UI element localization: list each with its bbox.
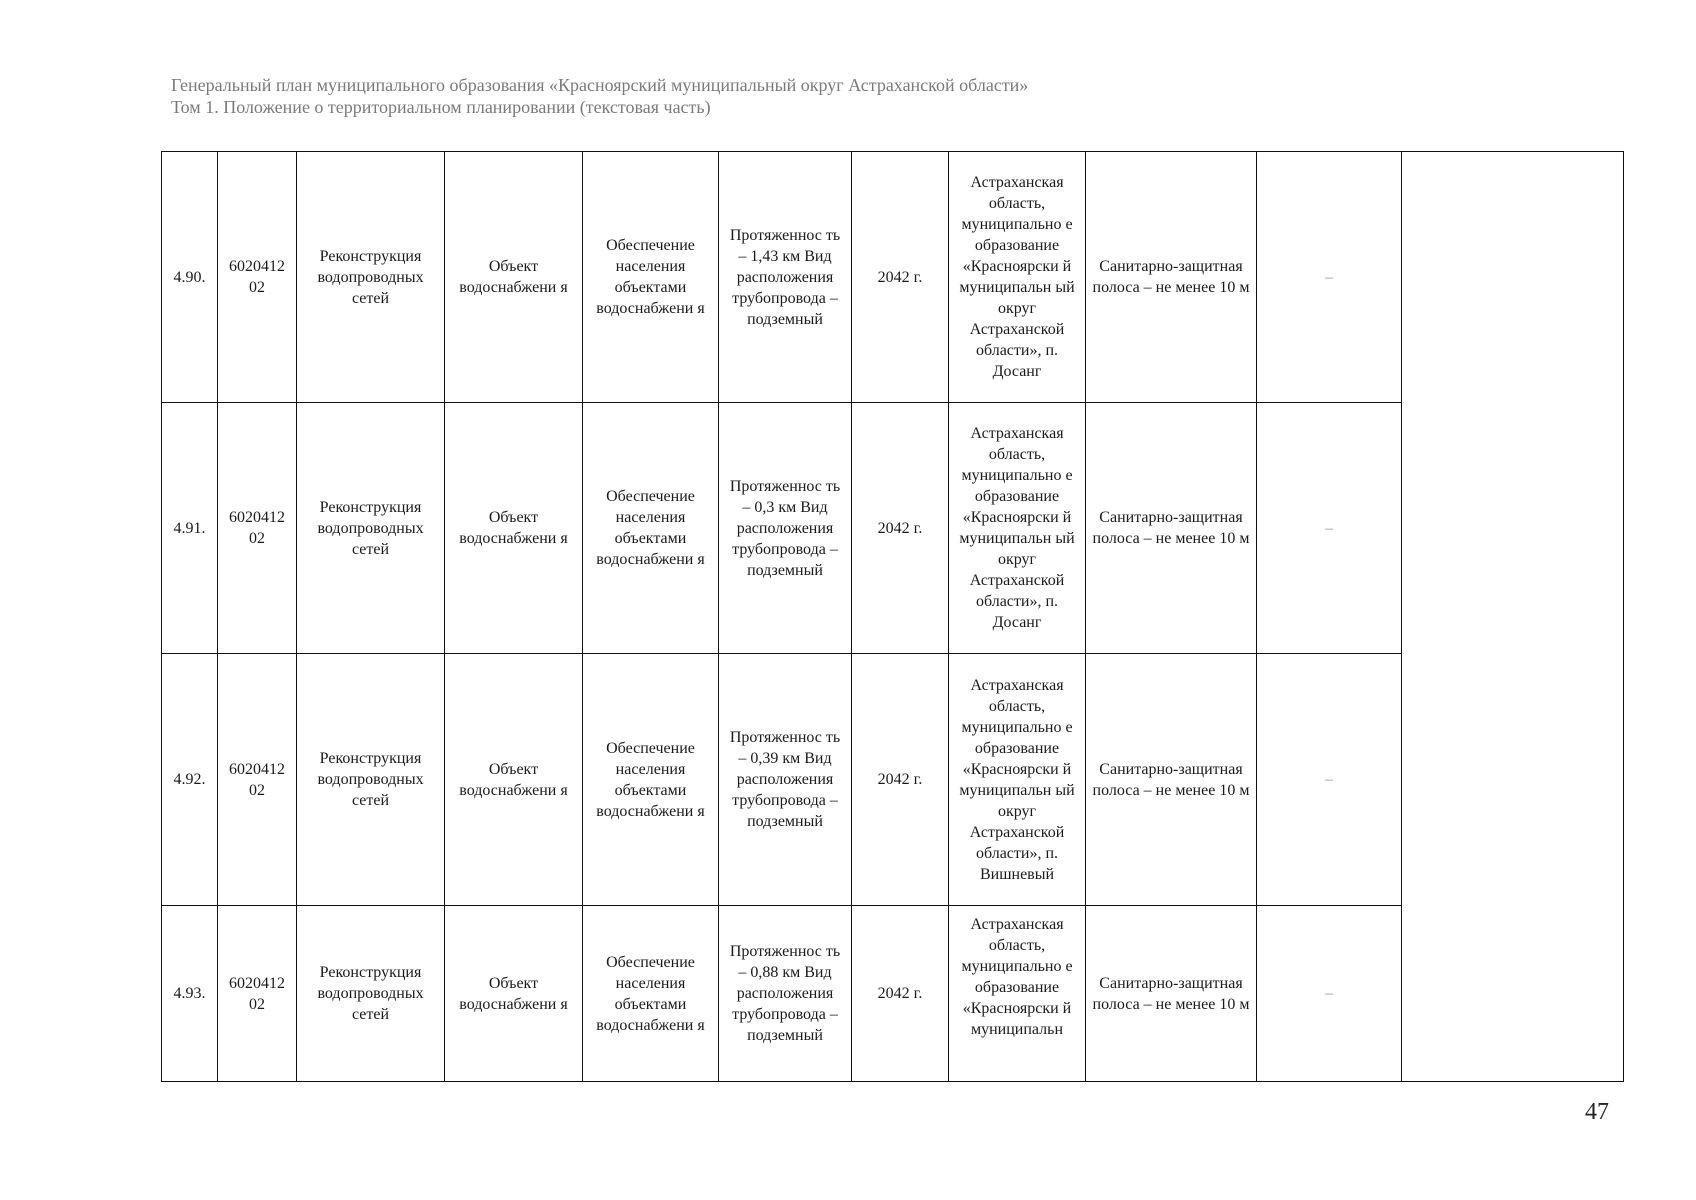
implementation-year: 2042 г. [852, 906, 949, 1082]
object-name: Реконструкция водопроводных сетей [297, 654, 445, 906]
protection-zone: Санитарно-защитная полоса – не менее 10 м [1086, 906, 1257, 1082]
object-code: 6020412 02 [218, 906, 297, 1082]
extra-value: – [1257, 403, 1402, 654]
object-params: Протяженнос ть – 0,88 км Вид расположения трубопровода – подземный [719, 906, 852, 1082]
protection-zone: Санитарно-защитная полоса – не менее 10 м [1086, 152, 1257, 403]
object-name: Реконструкция водопроводных сетей [297, 403, 445, 654]
implementation-year: 2042 г. [852, 152, 949, 403]
object-location: Астраханская область, муниципально е образование «Красноярски й муниципальн [949, 906, 1086, 1082]
table-row [162, 152, 1624, 403]
document-header [171, 74, 1028, 118]
row-number: 4.90. [162, 152, 218, 403]
extra-value: – [1257, 152, 1402, 403]
object-type: Объект водоснабжени я [445, 152, 583, 403]
object-type: Объект водоснабжени я [445, 654, 583, 906]
object-purpose: Обеспечение населения объектами водоснабжени я [583, 152, 719, 403]
object-purpose: Обеспечение населения объектами водоснабжени я [583, 403, 719, 654]
object-params: Протяженнос ть – 0,3 км Вид расположения трубопровода – подземный [719, 403, 852, 654]
objects-table [161, 151, 1624, 1082]
protection-zone: Санитарно-защитная полоса – не менее 10 м [1086, 403, 1257, 654]
row-number: 4.93. [162, 906, 218, 1082]
extra-value: – [1257, 654, 1402, 906]
page-number: 47 [1585, 1099, 1609, 1125]
object-location: Астраханская область, муниципально е образование «Красноярски й муниципальн ый округ Астраханской области», п. Досанг [949, 152, 1086, 403]
object-type: Объект водоснабжени я [445, 403, 583, 654]
object-params: Протяженнос ть – 1,43 км Вид расположения трубопровода – подземный [719, 152, 852, 403]
implementation-year: 2042 г. [852, 654, 949, 906]
object-type: Объект водоснабжени я [445, 906, 583, 1082]
object-code: 6020412 02 [218, 654, 297, 906]
row-number: 4.92. [162, 654, 218, 906]
row-number: 4.91. [162, 403, 218, 654]
object-params: Протяженнос ть – 0,39 км Вид расположения трубопровода – подземный [719, 654, 852, 906]
header-title: Генеральный план муниципального образования «Красноярский муниципальный округ Астраханской области» [171, 75, 1029, 95]
object-location: Астраханская область, муниципально е образование «Красноярски й муниципальн ый округ Астраханской области», п. Вишневый [949, 654, 1086, 906]
object-code: 6020412 02 [218, 403, 297, 654]
object-purpose: Обеспечение населения объектами водоснабжени я [583, 906, 719, 1082]
object-location: Астраханская область, муниципально е образование «Красноярски й муниципальн ый округ Астраханской области», п. Досанг [949, 403, 1086, 654]
object-name: Реконструкция водопроводных сетей [297, 152, 445, 403]
blank-cell [1402, 152, 1624, 1082]
object-name: Реконструкция водопроводных сетей [297, 906, 445, 1082]
protection-zone: Санитарно-защитная полоса – не менее 10 м [1086, 654, 1257, 906]
extra-value: – [1257, 906, 1402, 1082]
object-purpose: Обеспечение населения объектами водоснабжени я [583, 654, 719, 906]
implementation-year: 2042 г. [852, 403, 949, 654]
object-code: 6020412 02 [218, 152, 297, 403]
header-subtitle: Том 1. Положение о территориальном планировании (текстовая часть) [171, 97, 711, 117]
